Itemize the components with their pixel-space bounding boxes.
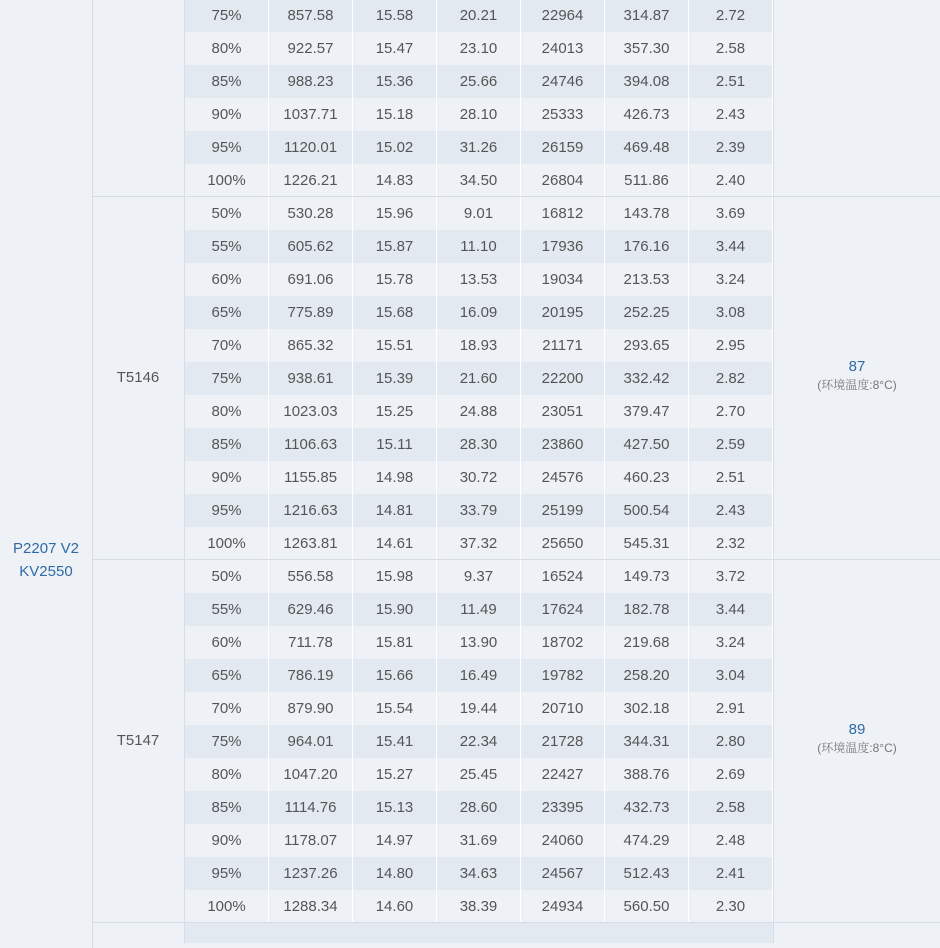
table-cell: 22964 (521, 0, 605, 32)
table-cell: 1178.07 (269, 824, 353, 857)
motor-temp-value: 89 (848, 721, 866, 738)
table-cell: 15.47 (353, 32, 437, 65)
prop-group-t5143s (92, 0, 940, 197)
table-cell: 80% (185, 395, 269, 428)
table-cell: 15.87 (353, 230, 437, 263)
table-cell: 556.58 (269, 560, 353, 593)
table-cell: 786.19 (269, 659, 353, 692)
table-cell: 1216.63 (269, 494, 353, 527)
ambient-temp-note: (环境温度:8°C) (817, 378, 897, 392)
table-cell: 3.44 (689, 230, 773, 263)
table-cell: 90% (185, 824, 269, 857)
table-cell: 629.46 (269, 593, 353, 626)
table-cell: 9.01 (437, 197, 521, 230)
table-cell: 85% (185, 791, 269, 824)
table-cell: 65% (185, 659, 269, 692)
table-cell: 95% (185, 857, 269, 890)
table-cell: 252.25 (605, 296, 689, 329)
table-row (185, 494, 773, 527)
table-cell: 500.54 (605, 494, 689, 527)
table-cell: 55% (185, 230, 269, 263)
table-cell: 879.90 (269, 692, 353, 725)
table-row (185, 164, 773, 197)
table-cell: 2.95 (689, 329, 773, 362)
table-cell: 26804 (521, 164, 605, 197)
table-cell: 1114.76 (269, 791, 353, 824)
table-cell: 24576 (521, 461, 605, 494)
table-cell: 711.78 (269, 626, 353, 659)
table-cell: 560.50 (605, 890, 689, 923)
table-row (185, 296, 773, 329)
table-cell: 14.97 (353, 824, 437, 857)
table-cell: 15.96 (353, 197, 437, 230)
table-cell: 20710 (521, 692, 605, 725)
table-cell: 988.23 (269, 65, 353, 98)
table-cell: 2.39 (689, 131, 773, 164)
prop-name: T5146 (116, 369, 160, 386)
table-cell: 80% (185, 32, 269, 65)
table-row (185, 131, 773, 164)
table-cell: 388.76 (605, 758, 689, 791)
table-cell: 24013 (521, 32, 605, 65)
table-cell: 21728 (521, 725, 605, 758)
table-cell: 1237.26 (269, 857, 353, 890)
table-row (185, 263, 773, 296)
table-cell: 2.58 (689, 791, 773, 824)
table-cell: 143.78 (605, 197, 689, 230)
table-cell: 25199 (521, 494, 605, 527)
table-cell: 775.89 (269, 296, 353, 329)
table-cell: 1023.03 (269, 395, 353, 428)
table-row (185, 230, 773, 263)
table-cell: 90% (185, 98, 269, 131)
next-prop-group (92, 922, 940, 943)
table-cell: 314.87 (605, 0, 689, 32)
table-cell: 2.58 (689, 32, 773, 65)
table-cell: 28.60 (437, 791, 521, 824)
table-row (185, 857, 773, 890)
table-cell: 14.61 (353, 527, 437, 560)
table-cell: 15.90 (353, 593, 437, 626)
row-background (185, 923, 773, 943)
table-cell: 1155.85 (269, 461, 353, 494)
motor-kv-rating: KV2550 (19, 563, 73, 580)
table-cell: 22427 (521, 758, 605, 791)
table-row (185, 461, 773, 494)
table-cell: 75% (185, 725, 269, 758)
table-cell: 332.42 (605, 362, 689, 395)
table-cell: 24934 (521, 890, 605, 923)
column-divider (773, 923, 774, 943)
table-cell: 28.30 (437, 428, 521, 461)
table-cell: 1037.71 (269, 98, 353, 131)
table-cell: 55% (185, 593, 269, 626)
table-cell: 15.81 (353, 626, 437, 659)
table-cell: 20195 (521, 296, 605, 329)
table-cell: 24060 (521, 824, 605, 857)
table-cell: 2.43 (689, 494, 773, 527)
table-row (185, 824, 773, 857)
table-cell: 30.72 (437, 461, 521, 494)
table-cell: 15.36 (353, 65, 437, 98)
throttle-rows (185, 197, 773, 560)
table-cell: 19782 (521, 659, 605, 692)
table-cell: 302.18 (605, 692, 689, 725)
table-cell: 3.24 (689, 263, 773, 296)
table-cell: 15.78 (353, 263, 437, 296)
table-cell: 95% (185, 131, 269, 164)
table-cell: 100% (185, 164, 269, 197)
table-cell: 75% (185, 0, 269, 32)
table-cell: 2.43 (689, 98, 773, 131)
table-cell: 34.50 (437, 164, 521, 197)
table-cell: 50% (185, 197, 269, 230)
table-cell: 17936 (521, 230, 605, 263)
motor-temp-cell (774, 357, 940, 393)
table-cell: 70% (185, 692, 269, 725)
table-cell: 3.04 (689, 659, 773, 692)
table-row (185, 527, 773, 560)
table-cell: 21171 (521, 329, 605, 362)
column-divider (773, 0, 774, 197)
table-row (185, 593, 773, 626)
table-cell: 3.44 (689, 593, 773, 626)
table-cell: 24.88 (437, 395, 521, 428)
table-cell: 469.48 (605, 131, 689, 164)
table-row (185, 758, 773, 791)
table-cell: 15.54 (353, 692, 437, 725)
table-cell: 37.32 (437, 527, 521, 560)
table-cell: 17624 (521, 593, 605, 626)
table-cell: 100% (185, 527, 269, 560)
table-cell: 85% (185, 428, 269, 461)
table-row (185, 692, 773, 725)
table-cell: 19034 (521, 263, 605, 296)
table-cell: 31.69 (437, 824, 521, 857)
prop-group-t5147 (92, 559, 940, 923)
table-cell: 379.47 (605, 395, 689, 428)
table-cell: 65% (185, 296, 269, 329)
throttle-rows (185, 0, 773, 197)
table-cell: 24567 (521, 857, 605, 890)
table-cell: 530.28 (269, 197, 353, 230)
table-cell: 1263.81 (269, 527, 353, 560)
table-cell: 1047.20 (269, 758, 353, 791)
table-cell: 15.98 (353, 560, 437, 593)
table-cell: 16524 (521, 560, 605, 593)
table-cell: 2.72 (689, 0, 773, 32)
table-cell: 15.18 (353, 98, 437, 131)
table-cell: 15.13 (353, 791, 437, 824)
motor-temp-value: 87 (848, 358, 866, 375)
table-row (185, 791, 773, 824)
table-cell: 11.49 (437, 593, 521, 626)
table-cell: 219.68 (605, 626, 689, 659)
table-cell: 75% (185, 362, 269, 395)
table-cell: 9.37 (437, 560, 521, 593)
table-cell: 90% (185, 461, 269, 494)
table-cell: 3.72 (689, 560, 773, 593)
table-cell: 15.68 (353, 296, 437, 329)
table-cell: 176.16 (605, 230, 689, 263)
table-cell: 85% (185, 65, 269, 98)
table-cell: 460.23 (605, 461, 689, 494)
table-cell: 2.41 (689, 857, 773, 890)
table-row (185, 560, 773, 593)
table-cell: 14.80 (353, 857, 437, 890)
table-cell: 70% (185, 329, 269, 362)
motor-column (0, 0, 93, 948)
table-cell: 545.31 (605, 527, 689, 560)
table-cell: 21.60 (437, 362, 521, 395)
table-row (185, 98, 773, 131)
table-cell: 426.73 (605, 98, 689, 131)
table-row (185, 890, 773, 923)
table-cell: 14.81 (353, 494, 437, 527)
table-cell: 16812 (521, 197, 605, 230)
table-cell: 25333 (521, 98, 605, 131)
table-cell: 20.21 (437, 0, 521, 32)
table-cell: 34.63 (437, 857, 521, 890)
table-cell: 182.78 (605, 593, 689, 626)
table-cell: 14.98 (353, 461, 437, 494)
table-cell: 26159 (521, 131, 605, 164)
table-cell: 80% (185, 758, 269, 791)
table-cell: 2.82 (689, 362, 773, 395)
table-cell: 857.58 (269, 0, 353, 32)
table-row (185, 395, 773, 428)
table-cell: 1226.21 (269, 164, 353, 197)
table-cell: 15.51 (353, 329, 437, 362)
table-row (185, 65, 773, 98)
table-cell: 2.91 (689, 692, 773, 725)
table-cell: 1106.63 (269, 428, 353, 461)
table-cell: 13.53 (437, 263, 521, 296)
prop-group-t5146 (92, 196, 940, 560)
table-cell: 18.93 (437, 329, 521, 362)
table-cell: 14.83 (353, 164, 437, 197)
table-cell: 14.60 (353, 890, 437, 923)
table-cell: 2.32 (689, 527, 773, 560)
table-cell: 922.57 (269, 32, 353, 65)
table-cell: 23.10 (437, 32, 521, 65)
table-cell: 25650 (521, 527, 605, 560)
table-cell: 2.59 (689, 428, 773, 461)
table-cell: 18702 (521, 626, 605, 659)
table-cell: 357.30 (605, 32, 689, 65)
table-cell: 16.49 (437, 659, 521, 692)
throttle-rows (185, 560, 773, 923)
table-row (185, 428, 773, 461)
table-cell: 24746 (521, 65, 605, 98)
table-cell: 15.02 (353, 131, 437, 164)
table-cell: 432.73 (605, 791, 689, 824)
table-cell: 938.61 (269, 362, 353, 395)
table-cell: 394.08 (605, 65, 689, 98)
table-cell: 22200 (521, 362, 605, 395)
table-cell: 344.31 (605, 725, 689, 758)
table-cell: 23051 (521, 395, 605, 428)
table-cell: 2.30 (689, 890, 773, 923)
table-cell: 1288.34 (269, 890, 353, 923)
table-cell: 2.51 (689, 461, 773, 494)
motor-model-name: P2207 V2 (13, 540, 79, 557)
table-cell: 16.09 (437, 296, 521, 329)
table-cell: 3.08 (689, 296, 773, 329)
table-cell: 31.26 (437, 131, 521, 164)
table-cell: 149.73 (605, 560, 689, 593)
table-cell: 427.50 (605, 428, 689, 461)
table-cell: 258.20 (605, 659, 689, 692)
table-cell: 33.79 (437, 494, 521, 527)
table-cell: 293.65 (605, 329, 689, 362)
table-cell: 23395 (521, 791, 605, 824)
table-cell: 28.10 (437, 98, 521, 131)
table-cell: 2.70 (689, 395, 773, 428)
table-cell: 22.34 (437, 725, 521, 758)
table-cell: 11.10 (437, 230, 521, 263)
table-cell: 38.39 (437, 890, 521, 923)
table-cell: 23860 (521, 428, 605, 461)
ambient-temp-note: (环境温度:8°C) (817, 741, 897, 755)
table-cell: 3.24 (689, 626, 773, 659)
table-cell: 15.39 (353, 362, 437, 395)
table-cell: 50% (185, 560, 269, 593)
table-cell: 511.86 (605, 164, 689, 197)
table-cell: 1120.01 (269, 131, 353, 164)
table-cell: 2.80 (689, 725, 773, 758)
table-row (185, 725, 773, 758)
table-cell: 2.51 (689, 65, 773, 98)
table-cell: 60% (185, 626, 269, 659)
table-cell: 15.25 (353, 395, 437, 428)
table-cell: 15.58 (353, 0, 437, 32)
table-cell: 213.53 (605, 263, 689, 296)
table-cell: 2.48 (689, 824, 773, 857)
motor-temp-cell (774, 720, 940, 756)
table-cell: 60% (185, 263, 269, 296)
table-row (185, 32, 773, 65)
table-cell: 474.29 (605, 824, 689, 857)
motor-model-label (0, 537, 92, 583)
table-cell: 964.01 (269, 725, 353, 758)
table-cell: 95% (185, 494, 269, 527)
table-cell: 605.62 (269, 230, 353, 263)
table-cell: 25.45 (437, 758, 521, 791)
table-cell: 15.66 (353, 659, 437, 692)
table-cell: 2.40 (689, 164, 773, 197)
table-cell: 3.69 (689, 197, 773, 230)
table-cell: 512.43 (605, 857, 689, 890)
table-cell: 19.44 (437, 692, 521, 725)
table-row (185, 329, 773, 362)
table-cell: 2.69 (689, 758, 773, 791)
table-cell: 13.90 (437, 626, 521, 659)
table-row (185, 0, 773, 32)
table-cell: 100% (185, 890, 269, 923)
table-cell: 25.66 (437, 65, 521, 98)
table-row (185, 659, 773, 692)
prop-name: T5147 (116, 732, 160, 749)
table-row (185, 197, 773, 230)
table-cell: 865.32 (269, 329, 353, 362)
table-cell: 691.06 (269, 263, 353, 296)
table-cell: 15.41 (353, 725, 437, 758)
table-cell: 15.27 (353, 758, 437, 791)
table-row (185, 362, 773, 395)
table-row (185, 626, 773, 659)
table-cell: 15.11 (353, 428, 437, 461)
